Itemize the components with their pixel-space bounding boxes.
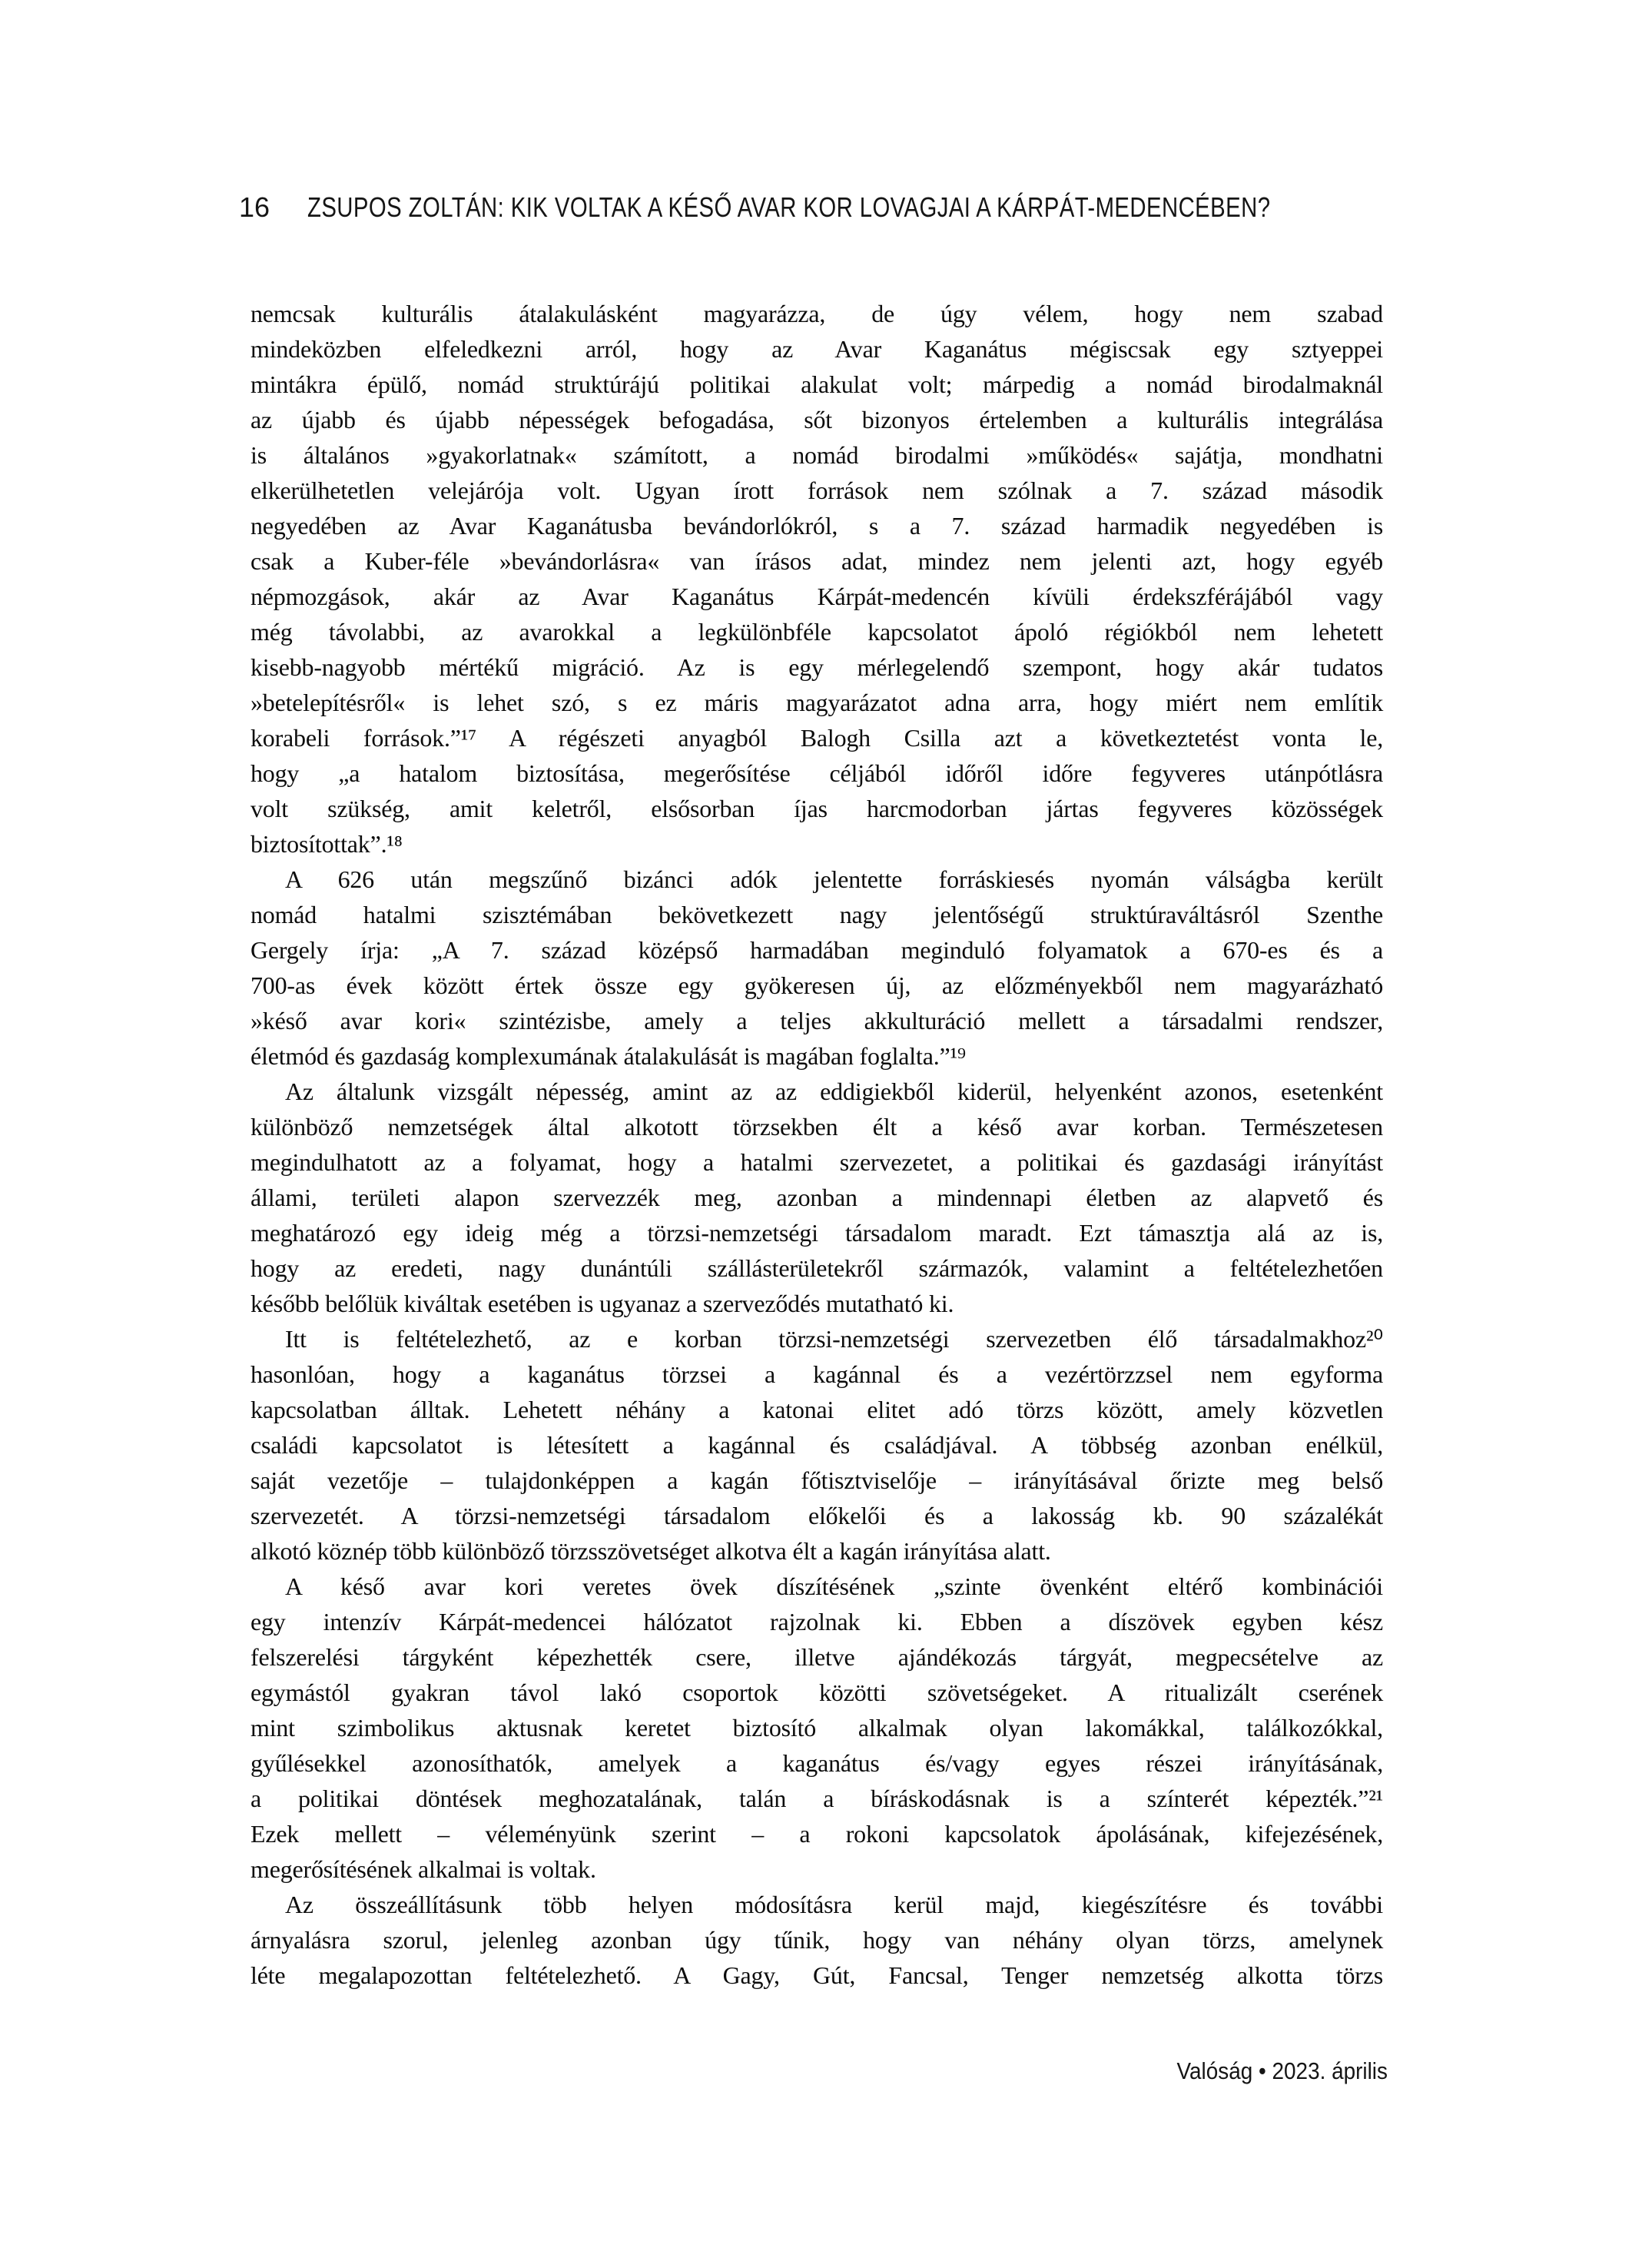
text-line: saját vezetője – tulajdonképpen a kagán főtisztviselője – irányításával őrizte meg belső bbox=[250, 1466, 1383, 1494]
text-line: árnyalásra szorul, jelenleg azonban úgy tűnik, hogy van néhány olyan törzs, amelynek bbox=[250, 1926, 1383, 1954]
text-line: megindulhatott az a folyamat, hogy a hatalmi szervezetet, a politikai és gazdasági irányítást bbox=[250, 1148, 1383, 1176]
text-line: állami, területi alapon szervezzék meg, azonban a mindennapi életben az alapvető és bbox=[250, 1184, 1383, 1211]
text-line: kisebb-nagyobb mértékű migráció. Az is egy mérlegelendő szempont, hogy akár tudatos bbox=[250, 653, 1383, 681]
text-line: mintákra épülő, nomád struktúrájú politikai alakulat volt; márpedig a nomád birodalmaknál bbox=[250, 370, 1383, 398]
text-line: 700-as évek között értek össze egy gyökeresen új, az előzményekből nem magyarázható bbox=[250, 971, 1383, 999]
text-line: különböző nemzetségek által alkotott törzsekben élt a késő avar korban. Természetesen bbox=[250, 1113, 1383, 1141]
text-line: az újabb és újabb népességek befogadása, sőt bizonyos értelemben a kulturális integrálása bbox=[250, 406, 1383, 433]
text-line: Ezek mellett – véleményünk szerint – a rokoni kapcsolatok ápolásának, kifejezésének, bbox=[250, 1820, 1383, 1848]
text-line: Az általunk vizsgált népesség, amint az az eddigiekből kiderül, helyenként azonos, esetenként bbox=[285, 1078, 1383, 1105]
paragraph bbox=[250, 1569, 1383, 1887]
text-line: hogy „a hatalom biztosítása, megerősítése céljából időről időre fegyveres utánpótlásra bbox=[250, 759, 1383, 787]
text-line: nomád hatalmi szisztémában bekövetkezett nagy jelentőségű struktúraváltásról Szenthe bbox=[250, 901, 1383, 928]
text-line: megerősítésének alkalmai is voltak. bbox=[250, 1855, 596, 1883]
article-body bbox=[250, 296, 1383, 1993]
text-line: »késő avar kori« szintézisbe, amely a teljes akkulturáció mellett a társadalmi rendszer, bbox=[250, 1007, 1383, 1034]
text-line: egymástól gyakran távol lakó csoportok közötti szövetségeket. A ritualizált cserének bbox=[250, 1679, 1383, 1706]
page-header bbox=[239, 192, 1392, 223]
text-line: csak a Kuber-féle »bevándorlásra« van írásos adat, mindez nem jelenti azt, hogy egyéb bbox=[250, 547, 1383, 575]
page-footer bbox=[1177, 2058, 1388, 2084]
text-line: Itt is feltételezhető, az e korban törzsi-nemzetségi szervezetben élő társadalmakhoz²⁰ bbox=[285, 1325, 1383, 1353]
text-line: felszerelési tárgyként képezhették csere, illetve ajándékozás tárgyát, megpecsételve az bbox=[250, 1643, 1383, 1671]
running-title: ZSUPOS ZOLTÁN: KIK VOLTAK A KÉSŐ AVAR KOR LOVAGJAI A KÁRPÁT-MEDENCÉBEN? bbox=[307, 191, 1271, 223]
text-line: volt szükség, amit keletről, elsősorban íjas harcmodorban jártas fegyveres közösségek bbox=[250, 795, 1383, 822]
text-line: később belőlük kiváltak esetében is ugyanaz a szerveződés mutatható ki. bbox=[250, 1290, 954, 1317]
text-line: szervezetét. A törzsi-nemzetségi társadalom előkelői és a lakosság kb. 90 százalékát bbox=[250, 1502, 1383, 1529]
text-line: családi kapcsolatot is létesített a kagánnal és családjával. A többség azonban enélkül, bbox=[250, 1431, 1383, 1459]
text-line: mindeközben elfeledkezni arról, hogy az Avar Kaganátus mégiscsak egy sztyeppei bbox=[250, 335, 1383, 363]
paragraph bbox=[250, 1887, 1383, 1993]
text-line: kapcsolatban álltak. Lehetett néhány a katonai elitet adó törzs között, amely közvetlen bbox=[250, 1396, 1383, 1423]
text-line: még távolabbi, az avarokkal a legkülönbféle kapcsolatot ápoló régiókból nem lehetett bbox=[250, 618, 1383, 646]
text-line: nemcsak kulturális átalakulásként magyarázza, de úgy vélem, hogy nem szabad bbox=[250, 300, 1383, 327]
text-line: A 626 után megszűnő bizánci adók jelentette forráskiesés nyomán válságba került bbox=[285, 865, 1383, 893]
paragraph bbox=[250, 1321, 1383, 1569]
text-line: meghatározó egy ideig még a törzsi-nemzetségi társadalom maradt. Ezt támasztja alá az is, bbox=[250, 1219, 1383, 1247]
text-line: korabeli források.”¹⁷ A régészeti anyagból Balogh Csilla azt a következtetést vonta le, bbox=[250, 724, 1383, 752]
paragraph bbox=[250, 296, 1383, 862]
text-line: elkerülhetetlen velejárója volt. Ugyan írott források nem szólnak a 7. század második bbox=[250, 477, 1383, 504]
text-line: hasonlóan, hogy a kaganátus törzsei a kagánnal és a vezértörzzsel nem egyforma bbox=[250, 1360, 1383, 1388]
text-line: A késő avar kori veretes övek díszítésének „szinte övenként eltérő kombinációi bbox=[285, 1572, 1383, 1600]
text-line: hogy az eredeti, nagy dunántúli szállásterületekről származók, valamint a feltételezhetően bbox=[250, 1254, 1383, 1282]
text-line: »betelepítésről« is lehet szó, s ez máris magyarázatot adna arra, hogy miért nem említik bbox=[250, 689, 1383, 716]
text-line: negyedében az Avar Kaganátusba bevándorlókról, s a 7. század harmadik negyedében is bbox=[250, 512, 1383, 540]
footer-text: Valóság • 2023. április bbox=[1176, 2057, 1388, 2084]
text-line: a politikai döntések meghozatalának, talán a bíráskodásnak is a színterét képezték.”²¹ bbox=[250, 1785, 1383, 1812]
text-line: biztosítottak”.¹⁸ bbox=[250, 830, 403, 858]
text-line: mint szimbolikus aktusnak keretet biztosító alkalmak olyan lakomákkal, találkozókkal, bbox=[250, 1714, 1383, 1742]
page-number: 16 bbox=[239, 191, 270, 223]
text-line: alkotó köznép több különböző törzsszövetséget alkotva élt a kagán irányítása alatt. bbox=[250, 1537, 1051, 1565]
text-line: életmód és gazdaság komplexumának átalakulását is magában foglalta.”¹⁹ bbox=[250, 1042, 966, 1070]
paragraph bbox=[250, 1074, 1383, 1321]
text-line: népmozgások, akár az Avar Kaganátus Kárpát-medencén kívüli érdekszférájából vagy bbox=[250, 583, 1383, 610]
paragraph bbox=[250, 862, 1383, 1074]
text-line: gyűlésekkel azonosíthatók, amelyek a kaganátus és/vagy egyes részei irányításának, bbox=[250, 1749, 1383, 1777]
text-line: léte megalapozottan feltételezhető. A Gagy, Gút, Fancsal, Tenger nemzetség alkotta törzs bbox=[250, 1961, 1383, 1989]
text-line: is általános »gyakorlatnak« számított, a nomád birodalmi »működés« sajátja, mondhatni bbox=[250, 441, 1383, 469]
text-line: Az összeállításunk több helyen módosításra kerül majd, kiegészítésre és további bbox=[285, 1891, 1383, 1918]
text-line: egy intenzív Kárpát-medencei hálózatot rajzolnak ki. Ebben a díszövek egyben kész bbox=[250, 1608, 1383, 1635]
text-line: Gergely írja: „A 7. század középső harmadában meginduló folyamatok a 670-es és a bbox=[250, 936, 1383, 964]
